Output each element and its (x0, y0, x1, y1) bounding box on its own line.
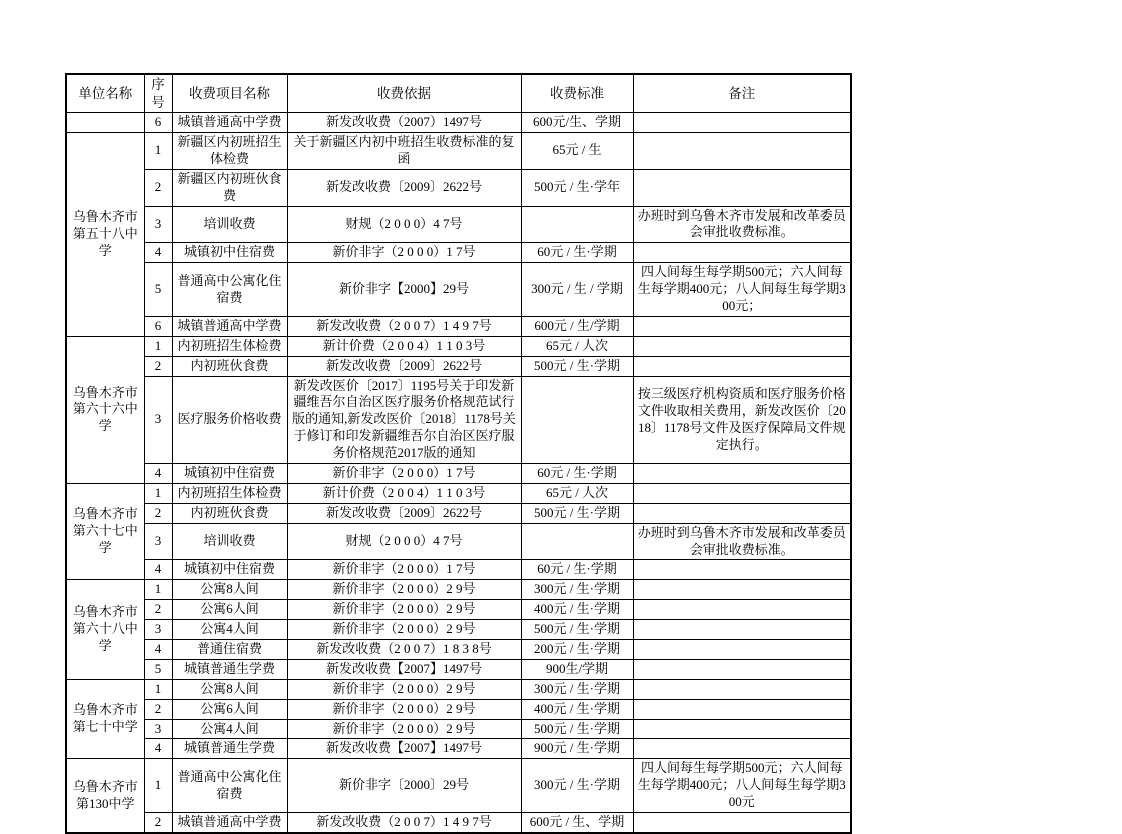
standard-cell: 60元 / 生·学期 (521, 243, 633, 263)
item-cell: 内初班招生体检费 (172, 336, 287, 356)
standard-cell: 600元/生、学期 (521, 113, 633, 133)
table-row (66, 719, 851, 739)
unit-name-cell: 乌鲁木齐市第五十八中学 (66, 132, 144, 336)
seq-cell: 2 (144, 813, 172, 833)
basis-cell: 财规（2 0 0 0）4 7号 (287, 206, 521, 243)
note-cell (633, 243, 851, 263)
item-cell: 医疗服务价格收费 (172, 376, 287, 463)
seq-cell: 1 (144, 132, 172, 169)
note-cell (633, 336, 851, 356)
basis-cell: 新发改收费（2007）1497号 (287, 113, 521, 133)
table-row (66, 739, 851, 759)
standard-cell: 900生/学期 (521, 659, 633, 679)
basis-cell: 新发改收费（2 0 0 7）1 4 9 7号 (287, 813, 521, 833)
note-cell (633, 739, 851, 759)
note-cell (633, 483, 851, 503)
seq-cell: 6 (144, 113, 172, 133)
unit-name-cell: 乌鲁木齐市第七十中学 (66, 679, 144, 759)
table-row (66, 263, 851, 317)
basis-cell: 新价非字（2 0 0 0）2 9号 (287, 699, 521, 719)
item-cell: 培训收费 (172, 523, 287, 560)
note-cell (633, 113, 851, 133)
seq-cell: 4 (144, 464, 172, 484)
seq-cell: 4 (144, 640, 172, 660)
basis-cell: 新价非字〔2000〕29号 (287, 759, 521, 813)
basis-cell: 新发改收费〔2009〕2622号 (287, 356, 521, 376)
note-cell (633, 464, 851, 484)
basis-cell: 新发改收费〔2009〕2622号 (287, 169, 521, 206)
seq-cell: 2 (144, 699, 172, 719)
note-cell: 四人间每生每学期500元；六人间每生每学期400元；八人间每生每学期300元 (633, 759, 851, 813)
standard-cell: 300元 / 生·学期 (521, 679, 633, 699)
basis-cell: 关于新疆区内初中班招生收费标准的复函 (287, 132, 521, 169)
item-cell: 公寓6人间 (172, 600, 287, 620)
note-cell (633, 719, 851, 739)
table-row (66, 580, 851, 600)
seq-cell: 3 (144, 523, 172, 560)
unit-name-cell: 乌鲁木齐市第六十八中学 (66, 580, 144, 679)
table-row (66, 560, 851, 580)
basis-cell: 新发改收费〔2009〕2622号 (287, 503, 521, 523)
standard-cell: 500元 / 生·学期 (521, 719, 633, 739)
unit-name-cell: 乌鲁木齐市第130中学 (66, 759, 144, 833)
basis-cell: 新价非字（2 0 0 0）1 7号 (287, 560, 521, 580)
item-cell: 公寓8人间 (172, 580, 287, 600)
table-row (66, 640, 851, 660)
note-cell (633, 560, 851, 580)
item-cell: 内初班伙食费 (172, 356, 287, 376)
table-row (66, 206, 851, 243)
item-cell: 城镇初中住宿费 (172, 243, 287, 263)
item-cell: 城镇普通生学费 (172, 739, 287, 759)
seq-cell: 3 (144, 719, 172, 739)
note-cell (633, 600, 851, 620)
table-header (66, 74, 851, 113)
note-cell: 办班时到乌鲁木齐市发展和改革委员会审批收费标准。 (633, 206, 851, 243)
item-cell: 公寓4人间 (172, 719, 287, 739)
standard-cell: 500元 / 生·学期 (521, 620, 633, 640)
standard-cell: 400元 / 生·学期 (521, 600, 633, 620)
unit-name-cell (66, 113, 144, 133)
table-row (66, 169, 851, 206)
note-cell (633, 580, 851, 600)
seq-cell: 1 (144, 336, 172, 356)
unit-name-cell: 乌鲁木齐市第六十七中学 (66, 483, 144, 579)
note-cell (633, 132, 851, 169)
table-row (66, 316, 851, 336)
seq-cell: 2 (144, 503, 172, 523)
header-row (66, 74, 851, 113)
item-cell: 普通高中公寓化住宿费 (172, 759, 287, 813)
table-row (66, 699, 851, 719)
header-seq-no: 序号 (144, 74, 172, 113)
standard-cell: 300元 / 生·学期 (521, 759, 633, 813)
standard-cell (521, 376, 633, 463)
header-fee-basis: 收费依据 (287, 74, 521, 113)
standard-cell: 300元 / 生 / 学期 (521, 263, 633, 317)
basis-cell: 新发改收费（2 0 0 7）1 4 9 7号 (287, 316, 521, 336)
item-cell: 公寓6人间 (172, 699, 287, 719)
item-cell: 培训收费 (172, 206, 287, 243)
table-row (66, 759, 851, 813)
table-row (66, 600, 851, 620)
table-row (66, 483, 851, 503)
seq-cell: 1 (144, 580, 172, 600)
basis-cell: 新价非字（2 0 0 0）1 7号 (287, 243, 521, 263)
standard-cell: 60元 / 生·学期 (521, 560, 633, 580)
table-row (66, 243, 851, 263)
table-row (66, 336, 851, 356)
note-cell: 办班时到乌鲁木齐市发展和改革委员会审批收费标准。 (633, 523, 851, 560)
header-fee-standard: 收费标准 (521, 74, 633, 113)
table-row (66, 679, 851, 699)
seq-cell: 6 (144, 316, 172, 336)
seq-cell: 3 (144, 620, 172, 640)
standard-cell: 600元 / 生/学期 (521, 316, 633, 336)
seq-cell: 3 (144, 206, 172, 243)
note-cell (633, 316, 851, 336)
item-cell: 城镇初中住宿费 (172, 560, 287, 580)
note-cell (633, 356, 851, 376)
standard-cell: 65元 / 人次 (521, 336, 633, 356)
header-unit-name: 单位名称 (66, 74, 144, 113)
table-row (66, 523, 851, 560)
seq-cell: 3 (144, 376, 172, 463)
seq-cell: 4 (144, 739, 172, 759)
standard-cell: 500元 / 生·学年 (521, 169, 633, 206)
seq-cell: 1 (144, 483, 172, 503)
table-row (66, 503, 851, 523)
header-remark: 备注 (633, 74, 851, 113)
basis-cell: 新价非字（2 0 0 0）1 7号 (287, 464, 521, 484)
item-cell: 新疆区内初班伙食费 (172, 169, 287, 206)
basis-cell: 新价非字（2 0 0 0）2 9号 (287, 580, 521, 600)
note-cell (633, 169, 851, 206)
header-fee-item: 收费项目名称 (172, 74, 287, 113)
item-cell: 城镇普通高中学费 (172, 113, 287, 133)
table-row (66, 113, 851, 133)
standard-cell: 500元 / 生·学期 (521, 356, 633, 376)
standard-cell: 500元 / 生·学期 (521, 503, 633, 523)
seq-cell: 2 (144, 356, 172, 376)
note-cell (633, 659, 851, 679)
note-cell (633, 679, 851, 699)
basis-cell: 新计价费（2 0 0 4）1 1 0 3号 (287, 483, 521, 503)
item-cell: 普通住宿费 (172, 640, 287, 660)
basis-cell: 新价非字（2 0 0 0）2 9号 (287, 620, 521, 640)
item-cell: 城镇普通高中学费 (172, 813, 287, 833)
item-cell: 普通高中公寓化住宿费 (172, 263, 287, 317)
basis-cell: 新发改收费【2007】1497号 (287, 739, 521, 759)
standard-cell: 60元 / 生·学期 (521, 464, 633, 484)
standard-cell: 65元 / 生 (521, 132, 633, 169)
seq-cell: 4 (144, 560, 172, 580)
basis-cell: 新价非字（2 0 0 0）2 9号 (287, 600, 521, 620)
seq-cell: 5 (144, 263, 172, 317)
basis-cell: 新价非字（2 0 0 0）2 9号 (287, 719, 521, 739)
standard-cell (521, 523, 633, 560)
note-cell (633, 699, 851, 719)
note-cell (633, 620, 851, 640)
note-cell (633, 640, 851, 660)
item-cell: 内初班伙食费 (172, 503, 287, 523)
standard-cell: 400元 / 生·学期 (521, 699, 633, 719)
note-cell (633, 503, 851, 523)
seq-cell: 1 (144, 679, 172, 699)
fee-table (65, 73, 852, 834)
standard-cell (521, 206, 633, 243)
seq-cell: 2 (144, 600, 172, 620)
table-row (66, 376, 851, 463)
item-cell: 新疆区内初班招生体检费 (172, 132, 287, 169)
table-row (66, 659, 851, 679)
unit-name-cell: 乌鲁木齐市第六十六中学 (66, 336, 144, 483)
seq-cell: 5 (144, 659, 172, 679)
seq-cell: 2 (144, 169, 172, 206)
basis-cell: 新价非字【2000】29号 (287, 263, 521, 317)
standard-cell: 900元 / 生·学期 (521, 739, 633, 759)
basis-cell: 新价非字（2 0 0 0）2 9号 (287, 679, 521, 699)
table-row (66, 132, 851, 169)
item-cell: 城镇普通高中学费 (172, 316, 287, 336)
item-cell: 公寓8人间 (172, 679, 287, 699)
item-cell: 城镇初中住宿费 (172, 464, 287, 484)
table-row (66, 813, 851, 833)
note-cell (633, 813, 851, 833)
standard-cell: 600元 / 生、学期 (521, 813, 633, 833)
table-row (66, 356, 851, 376)
item-cell: 公寓4人间 (172, 620, 287, 640)
basis-cell: 财规（2 0 0 0）4 7号 (287, 523, 521, 560)
note-cell: 四人间每生每学期500元；六人间每生每学期400元；八人间每生每学期300元； (633, 263, 851, 317)
seq-cell: 4 (144, 243, 172, 263)
standard-cell: 200元 / 生·学期 (521, 640, 633, 660)
basis-cell: 新发改收费【2007】1497号 (287, 659, 521, 679)
table-row (66, 464, 851, 484)
standard-cell: 65元 / 人次 (521, 483, 633, 503)
item-cell: 城镇普通生学费 (172, 659, 287, 679)
note-cell: 按三级医疗机构资质和医疗服务价格文件收取相关费用，新发改医价〔2018〕1178号文件及医疗保障局文件规定执行。 (633, 376, 851, 463)
basis-cell: 新发改医价〔2017〕1195号关于印发新疆维吾尔自治区医疗服务价格规范试行版的通知,新发改医价〔2018〕1178号关于修订和印发新疆维吾尔自治区医疗服务价格规范2017版的通知 (287, 376, 521, 463)
seq-cell: 1 (144, 759, 172, 813)
basis-cell: 新发改收费（2 0 0 7）1 8 3 8号 (287, 640, 521, 660)
item-cell: 内初班招生体检费 (172, 483, 287, 503)
standard-cell: 300元 / 生·学期 (521, 580, 633, 600)
table-body (66, 113, 851, 833)
basis-cell: 新计价费（2 0 0 4）1 1 0 3号 (287, 336, 521, 356)
table-row (66, 620, 851, 640)
